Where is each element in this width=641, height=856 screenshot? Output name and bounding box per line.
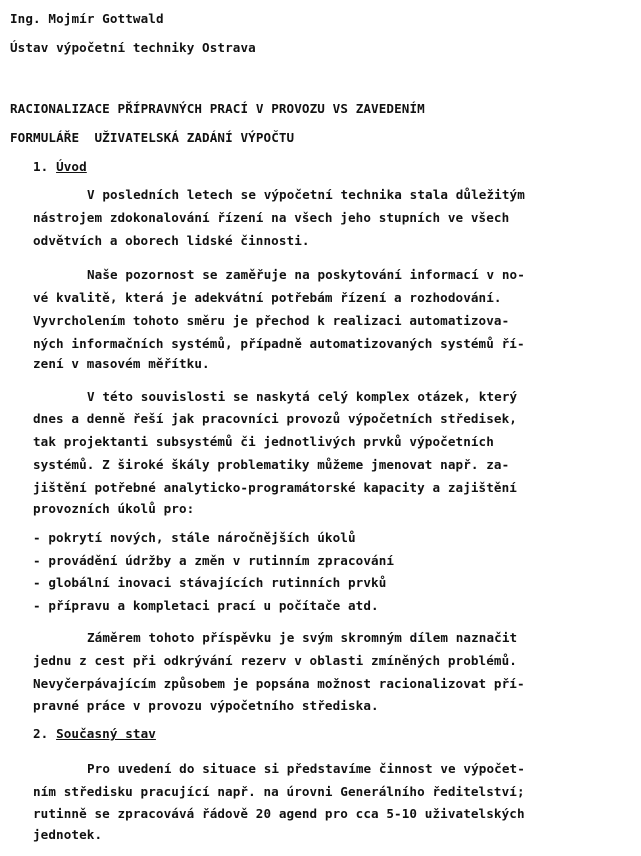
section-2-title: Současný stav [56,726,156,741]
institution-line: Ústav výpočetní techniky Ostrava [10,40,256,55]
section-2-number: 2. [33,726,49,741]
paragraph-4-line: pravné práce v provozu výpočetního střediska. [33,698,379,713]
section-1-title: Úvod [56,159,87,174]
paragraph-2-line: ných informačních systémů, případně automatizovaných systémů ří- [33,336,525,351]
document-title-line-1: RACIONALIZACE PŘÍPRAVNÝCH PRACÍ V PROVOZU VS ZAVEDENÍM [10,101,425,116]
paragraph-3-line: systémů. Z široké škály problematiky můžeme jmenovat např. za- [33,457,510,472]
paragraph-5-line: ním středisku pracující např. na úrovni Generálního ředitelství; [33,784,525,799]
paragraph-5-line: Pro uvedení do situace si představíme činnost ve výpočet- [87,761,525,776]
paragraph-3-line: V této souvislosti se naskytá celý komplex otázek, který [87,389,518,404]
list-item: - globální inovaci stávajících rutinních prvků [33,575,387,590]
paragraph-3-line: dnes a denně řeší jak pracovníci provozů výpočetních středisek, [33,411,517,426]
paragraph-5-line: jednotek. [33,827,103,842]
section-1-heading [33,159,87,175]
paragraph-1-line: V posledních letech se výpočetní technika stala důležitým [87,187,525,202]
paragraph-3-line: jištění potřebné analyticko-programátorské kapacity a zajištění [33,480,517,495]
paragraph-4-line: Nevyčerpávajícím způsobem je popsána možnost racionalizovat pří- [33,676,525,691]
list-item: - pokrytí nových, stále náročnějších úkolů [33,530,356,545]
paragraph-1-line: odvětvích a oborech lidské činnosti. [33,233,310,248]
paragraph-5-line: rutinně se zpracovává řádově 20 agend pro cca 5-10 uživatelských [33,806,525,821]
paragraph-2-line: zení v masovém měřítku. [33,356,210,371]
document-title-line-2: FORMULÁŘE UŽIVATELSKÁ ZADÁNÍ VÝPOČTU [10,130,295,145]
section-1-number: 1. [33,159,49,174]
paragraph-4-line: jednu z cest při odkrývání rezerv v oblasti zmíněných problémů. [33,653,517,668]
paragraph-2-line: Naše pozornost se zaměřuje na poskytování informací v no- [87,267,525,282]
paragraph-2-line: vé kvalitě, která je adekvátní potřebám řízení a rozhodování. [33,290,502,305]
paragraph-3-line: tak projektanti subsystémů či jednotlivých prvků výpočetních [33,434,494,449]
list-item: - provádění údržby a změn v rutinním zpracování [33,553,395,568]
paragraph-3-line: provozních úkolů pro: [33,501,195,516]
section-2-heading [33,726,156,742]
author-line: Ing. Mojmír Gottwald [10,11,164,26]
paragraph-2-line: Vyvrcholením tohoto směru je přechod k realizaci automatizova- [33,313,510,328]
paragraph-4-line: Záměrem tohoto příspěvku je svým skromným dílem naznačit [87,630,518,645]
paragraph-1-line: nástrojem zdokonalování řízení na všech jeho stupních ve všech [33,210,510,225]
list-item: - přípravu a kompletaci prací u počítače atd. [33,598,379,613]
